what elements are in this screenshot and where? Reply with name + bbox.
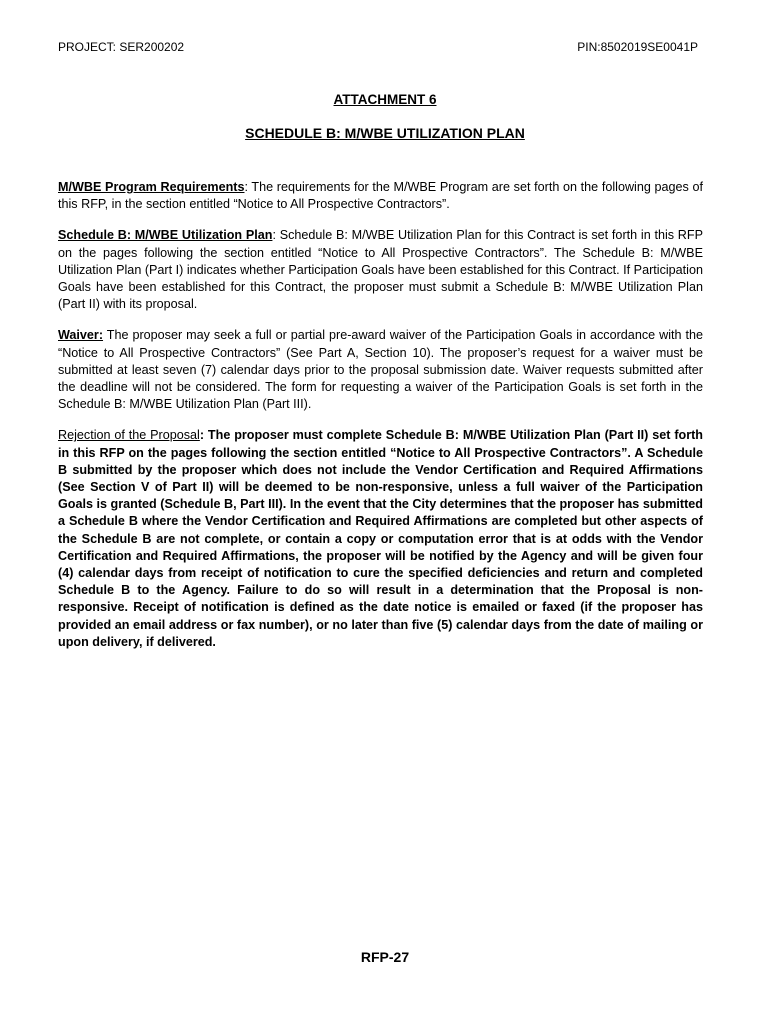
program-requirements-text: The requirements for the M/WBE Program are set forth on the following pages of this RFP, in the section entitled “Notice to All Prospective Contractors”.	[58, 180, 703, 212]
program-requirements-heading: M/WBE Program Requirements	[58, 180, 245, 194]
attachment-title: ATTACHMENT 6	[333, 92, 437, 107]
utilization-plan-heading: Schedule B: M/WBE Utilization Plan	[58, 228, 273, 243]
schedule-title: SCHEDULE B: M/WBE UTILIZATION PLAN	[245, 125, 525, 141]
rejection-heading: Rejection of the Proposal	[58, 428, 200, 443]
utilization-plan-paragraph	[58, 227, 703, 313]
waiver-paragraph	[58, 327, 703, 413]
program-requirements-separator: :	[244, 180, 248, 194]
rejection-text: : The proposer must complete Schedule B: M/WBE Utilization Plan (Part II) set forth in this RFP on the pages following the section entitled “Notice to All Prospective Contractors”. A Schedule B submitted by the proposer which does not include the Vendor Certification and Required Affirmations (See Section V of Part II) will be deemed to be non-responsive, unless a full waiver of the Participation Goals is granted (Schedule B, Part III). In the event that the City determines that the proposer has submitted a Schedule B where the Vendor Certification and Required Affirmations are completed but other aspects of the Schedule B are not complete, or contain a copy or computation error that is at odds with the Vendor Certification and Required Affirmations, the proposer will be notified by the Agency and will be given four (4) calendar days from receipt of notification to cure the specified deficiencies and return and completed Schedule B to the Agency. Failure to do so will result in a determination that the Proposal is non-responsive. Receipt of notification is defined as the date notice is emailed or faxed (if the proposer has provided an email address or fax number), or no later than five (5) calendar days from the date of mailing or upon delivery, if delivered.	[58, 428, 703, 649]
waiver-text: The proposer may seek a full or partial pre-award waiver of the Participation Goals in accordance with the “Notice to All Prospective Contractors” (See Part A, Section 10). The proposer’s request for a waiver must be submitted at least seven (7) calendar days prior to the proposal submission date. Waiver requests submitted after the deadline will not be considered. The form for requesting a waiver of the Participation Goals is set forth in the Schedule B: M/WBE Utilization Plan (Part III).	[58, 328, 703, 412]
document-body	[58, 179, 703, 665]
project-number: PROJECT: SER200202	[58, 40, 185, 54]
waiver-heading: Waiver:	[58, 328, 104, 343]
program-requirements-paragraph	[58, 179, 703, 213]
pin-number: PIN:8502019SE0041P	[577, 40, 698, 54]
utilization-plan-text: Schedule B: M/WBE Utilization Plan for this Contract is set forth in this RFP on the pages following the section entitled “Notice to All Prospective Contractors”. The Schedule B: M/WBE Utilization Plan (Part I) indicates whether Participation Goals have been established for this Contract. If Participation Goals have been established for this Contract, the proposer must submit a Schedule B: M/WBE Utilization Plan (Part II) with its proposal.	[58, 228, 703, 312]
page-number: RFP-27	[360, 949, 410, 965]
utilization-plan-separator: :	[272, 228, 276, 243]
rejection-paragraph	[58, 427, 703, 651]
